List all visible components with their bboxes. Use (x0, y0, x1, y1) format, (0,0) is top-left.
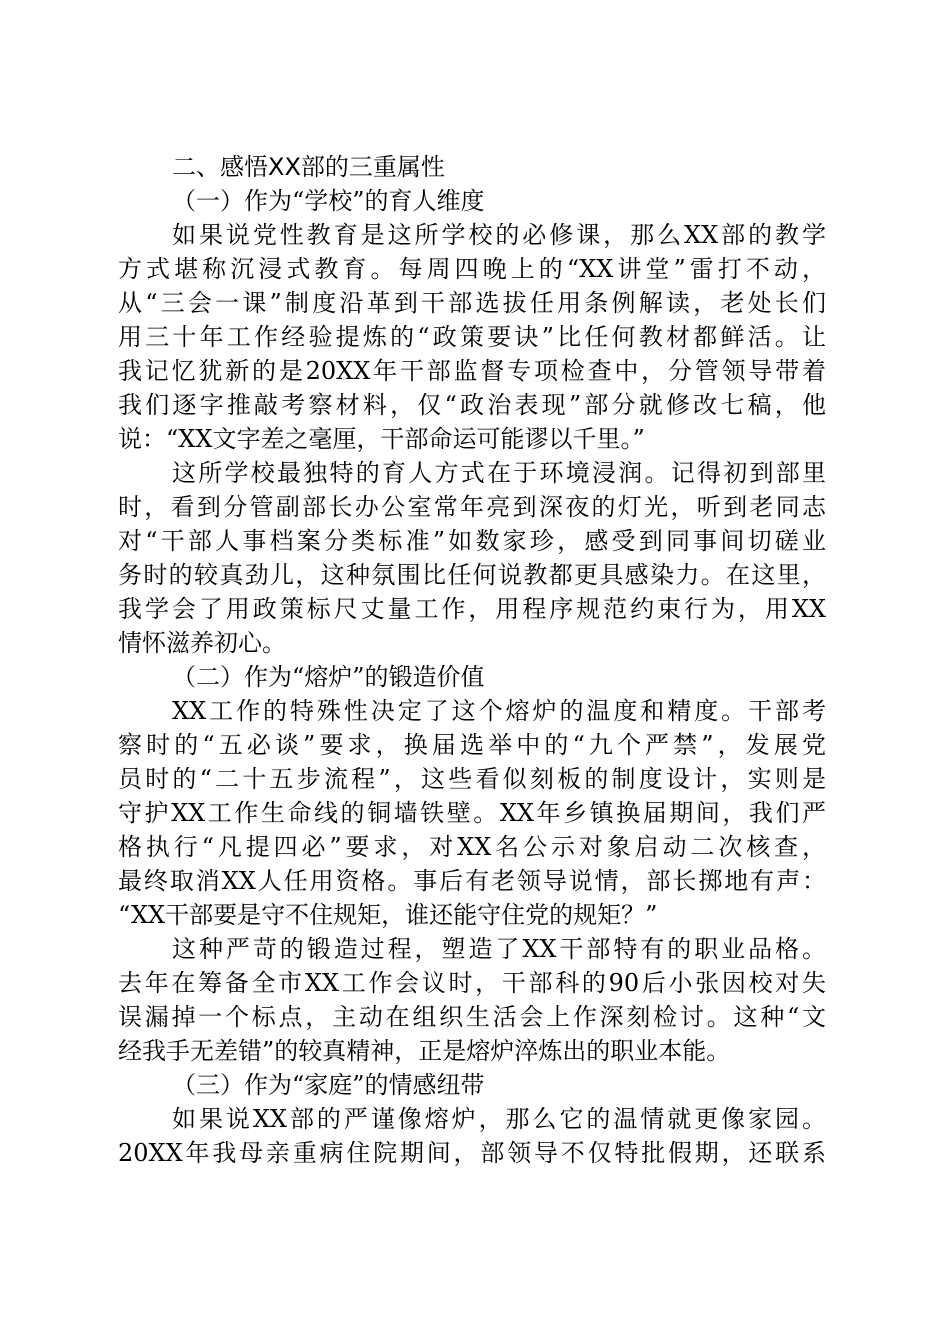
text-line: 我记忆犹新的是20XX年干部监督专项检查中，分管领导带着 (118, 357, 826, 385)
text-line: 务时的较真劲儿，这种氛围比任何说教都更具感染力。在这里， (118, 561, 826, 589)
text-line: 格执行“凡提四必”要求，对XX名公示对象启动二次核查， (118, 833, 826, 861)
paragraph-furnace-1 (118, 694, 826, 932)
paragraph-furnace-2 (118, 932, 826, 1068)
text-line: 如果说党性教育是这所学校的必修课，那么XX部的教学 (172, 221, 826, 249)
paragraph-family-1 (118, 1102, 826, 1170)
text-line: 误漏掉一个标点，主动在组织生活会上作深刻检讨。这种“文 (118, 1003, 826, 1031)
paragraph-school-2 (118, 456, 826, 660)
document-body (118, 150, 826, 1170)
text-line: 用三十年工作经验提炼的“政策要诀”比任何教材都鲜活。让 (118, 323, 826, 351)
section-heading: 二、感悟XX部的三重属性 (172, 153, 445, 181)
text-line: 我学会了用政策标尺丈量工作，用程序规范约束行为，用XX (118, 595, 826, 623)
subsection-heading-family: （三）作为“家庭”的情感纽带 (172, 1071, 485, 1099)
text-line: 员时的“二十五步流程”，这些看似刻板的制度设计，实则是 (118, 765, 826, 793)
text-line: 如果说XX部的严谨像熔炉，那么它的温情就更像家园。 (172, 1105, 826, 1133)
text-line: “XX干部要是守不住规矩，谁还能守住党的规矩？” (118, 901, 658, 929)
text-line: 我们逐字推敲考察材料，仅“政治表现”部分就修改七稿，他 (118, 391, 826, 419)
text-line: 时，看到分管副部长办公室常年亮到深夜的灯光，听到老同志 (118, 493, 826, 521)
text-line: 这所学校最独特的育人方式在于环境浸润。记得初到部里 (172, 459, 826, 487)
text-line: 守护XX工作生命线的铜墙铁壁。XX年乡镇换届期间，我们严 (118, 799, 826, 827)
subsection-heading-school: （一）作为“学校”的育人维度 (172, 187, 485, 215)
text-line: XX工作的特殊性决定了这个熔炉的温度和精度。干部考 (172, 697, 826, 725)
text-line: 方式堪称沉浸式教育。每周四晚上的“XX讲堂”雷打不动， (118, 255, 826, 283)
text-line: 对“干部人事档案分类标准”如数家珍，感受到同事间切磋业 (118, 527, 826, 555)
text-line: 经我手无差错”的较真精神，正是熔炉淬炼出的职业本能。 (118, 1037, 731, 1065)
text-line: 去年在筹备全市XX工作会议时，干部科的90后小张因校对失 (118, 969, 826, 997)
text-line: 20XX年我母亲重病住院期间，部领导不仅特批假期，还联系 (118, 1139, 826, 1167)
text-line: 最终取消XX人任用资格。事后有老领导说情，部长掷地有声： (118, 867, 826, 895)
subsection-heading-furnace: （二）作为“熔炉”的锻造价值 (172, 663, 485, 691)
text-line: 说：“XX文字差之毫厘，干部命运可能谬以千里。” (118, 425, 645, 453)
text-line: 情怀滋养初心。 (118, 629, 286, 657)
paragraph-school-1 (118, 218, 826, 456)
text-line: 从“三会一课”制度沿革到干部选拔任用条例解读，老处长们 (118, 289, 826, 317)
text-line: 这种严苛的锻造过程，塑造了XX干部特有的职业品格。 (172, 935, 826, 963)
text-line: 察时的“五必谈”要求，换届选举中的“九个严禁”，发展党 (118, 731, 826, 759)
